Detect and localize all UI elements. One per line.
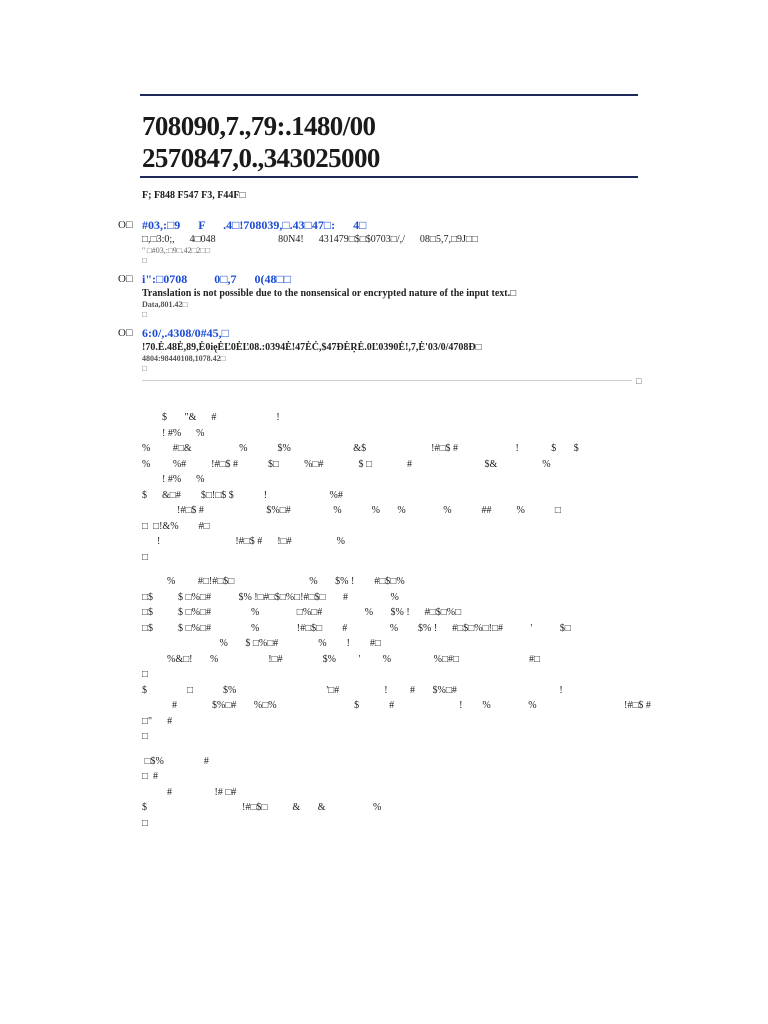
garbled-body-text bbox=[142, 410, 742, 831]
body-line: □$% # bbox=[142, 755, 209, 767]
body-line: □$ $ □%□# % □%□# % $% ! #□$□%□ bbox=[142, 607, 462, 618]
body-line: □ bbox=[142, 551, 149, 563]
body-line bbox=[142, 565, 742, 574]
body-line: □ # bbox=[142, 771, 159, 782]
body-line: # $%□# %□% $ # ! % % !#□$ # bbox=[142, 700, 651, 711]
search-results bbox=[118, 218, 678, 380]
result-snippet: !70.Ė.48Ė,89,Ė0ięĖĽ0ĖĽ08.:0394Ė!47ĖĊ,$47ÐĖṚĖ.0Ľ0390Ė!,7,Ė'03/0/4708Ð□ bbox=[142, 342, 482, 353]
result-item bbox=[118, 272, 678, 320]
result-meta: '' □#03,:□9□.42□2□□ bbox=[142, 246, 211, 255]
body-line: %&□! % !□# $% ' % %□#□ #□ bbox=[142, 653, 541, 665]
result-meta: Data,801.42□ bbox=[142, 300, 188, 309]
body-line: □" # bbox=[142, 715, 173, 727]
divider-end-mark: □ bbox=[636, 376, 642, 386]
body-line bbox=[142, 745, 742, 754]
body-line: □$ $ □%□# $% !□#□$□%□!#□$□ # % bbox=[142, 591, 399, 603]
body-line: ! #% % bbox=[142, 427, 205, 439]
result-snippet: Translation is not possible due to the nonsensical or encrypted nature of the input text.□ bbox=[142, 288, 517, 299]
result-link[interactable]: i":□0708 0□,7 0(48□□ bbox=[142, 272, 291, 286]
body-line: # !# □# bbox=[142, 786, 237, 798]
body-line: □ bbox=[142, 817, 149, 829]
top-rule bbox=[140, 94, 638, 96]
result-end-mark: □ bbox=[142, 364, 147, 373]
body-line: $ !#□$□ & & % bbox=[142, 802, 382, 813]
result-link[interactable]: #03,:□9 F .4□!708039,□.43□47□: 4□ bbox=[142, 218, 367, 232]
body-line: □ □!&% #□ bbox=[142, 520, 210, 532]
result-item bbox=[118, 218, 678, 266]
body-line: % $ □%□# % ! #□ bbox=[142, 638, 381, 649]
body-line: ! !#□$ # !□# % bbox=[142, 536, 345, 547]
title-rule bbox=[140, 176, 638, 178]
result-end-mark: □ bbox=[142, 310, 147, 319]
result-bullet: O□ bbox=[118, 327, 133, 339]
body-line: % %# !#□$ # $□ %□# $ □ # $& % bbox=[142, 458, 551, 470]
title-line-1: 708090,7.,79:.1480/00 bbox=[142, 111, 376, 141]
body-line: □ bbox=[142, 669, 149, 680]
document-title bbox=[142, 110, 642, 174]
section-divider bbox=[142, 380, 632, 381]
result-bullet: O□ bbox=[118, 273, 133, 285]
body-line: % #□!#□$□ % $% ! #□$□% bbox=[142, 576, 405, 587]
body-line: $ &□# $□!□$ $ ! %# bbox=[142, 489, 343, 501]
body-line: $ "& # ! bbox=[142, 412, 280, 423]
body-line: ! #% % bbox=[142, 474, 205, 485]
body-line: □ bbox=[142, 731, 149, 742]
result-snippet: □,□3:0;, 4□048 80N4! 431479□$□$0703□/,/ 08□5,7,□9J□□ bbox=[142, 234, 478, 245]
result-bullet: O□ bbox=[118, 219, 133, 231]
body-line: % #□& % $% &$ !#□$ # ! $ $ bbox=[142, 443, 579, 454]
body-line: $ □ $% '□# ! # $%□# ! bbox=[142, 684, 563, 696]
body-line: !#□$ # $%□# % % % % ## % □ bbox=[142, 505, 561, 516]
result-item bbox=[118, 326, 678, 374]
result-end-mark: □ bbox=[142, 256, 147, 265]
result-meta: 4804:98440108,1078.42□ bbox=[142, 354, 226, 363]
title-line-2: 2570847,0.,343025000 bbox=[142, 143, 380, 173]
body-line: □$ $ □%□# % !#□$□ # % $% ! #□$□%□!□# ' $□ bbox=[142, 622, 571, 634]
result-link[interactable]: 6:0/,.4308/0#45,□ bbox=[142, 326, 229, 340]
document-subtitle: F; F848 F547 F3, F44F□ bbox=[142, 190, 246, 201]
